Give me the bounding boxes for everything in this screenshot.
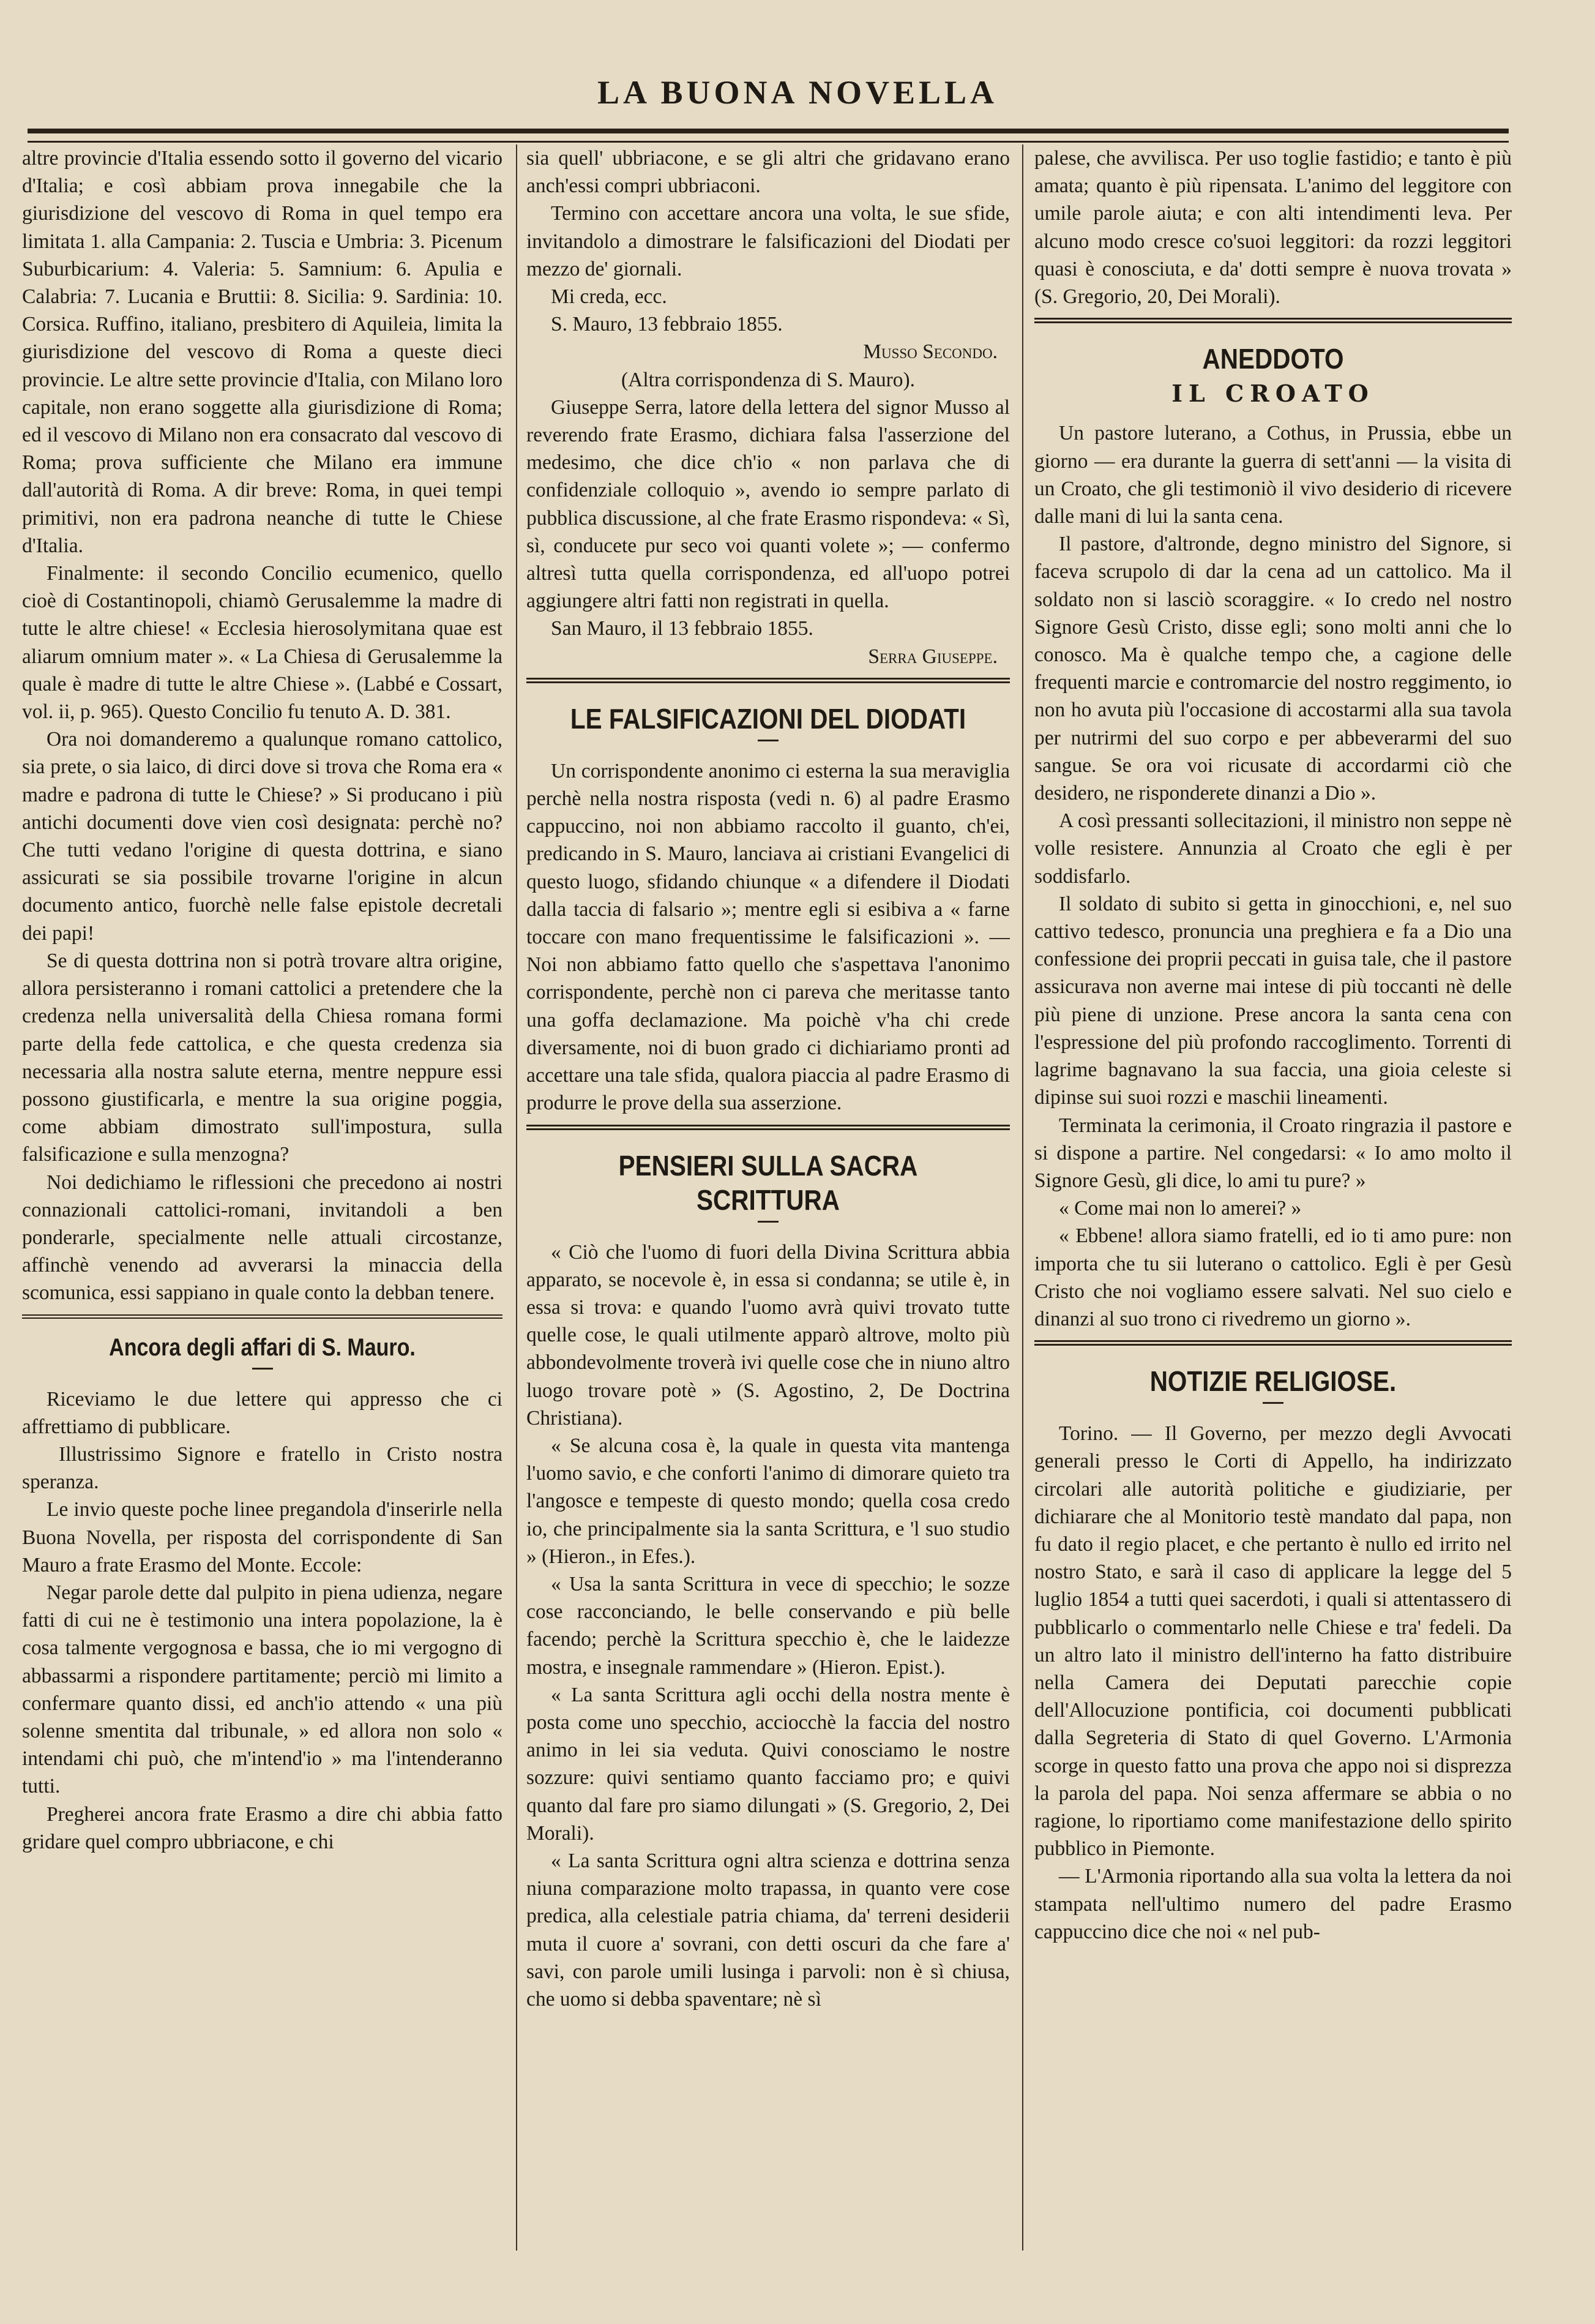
paragraph: Torino. — Il Governo, per mezzo degli Avvocati generali presso le Corti di Appello, ha indirizzato circolari alle autorità politiche e giudiziarie, per dichiarare che al Monitorio testè mandato dal papa, non fu dato il regio placet, e che pertanto è nullo ed irrito nel nostro Stato, e sarà il caso di applicare la legge del 5 luglio 1854 a tutti quei sacerdoti, i quali si attentassero di pubblicarlo o commentarlo nelle Chiese e tra' fedeli. Da un altro lato il ministro dell'interno ha fatto distribuire nella Camera dei Deputati parecchie copie dell'Allocuzione pontificia, coi documenti pubblicati dalla Segreteria di Stato di quel Governo. L'Armonia scorge in questo fatto una prova che appo noi si disprezza la parola del papa. Noi senza affermare se abbia o no ragione, lo riportiamo come manifestazione dello spirito pubblico in Piemonte. [1034,1422,1512,1861]
section-rule [1034,1340,1512,1346]
section-heading: LE FALSIFICAZIONI DEL DIODATI [570,702,966,735]
heading-dash [758,740,779,741]
paragraph: Finalmente: il secondo Concilio ecumenico, quello cioè di Costantinopoli, chiamò Gerusalemme la madre di tutte le altre chiese! « Ecclesia hierosolymitana quae est aliarum omnium mater ». « La Chiesa di Gerusalemme la quale è madre di tutte le altre Chiese ». (Labbé e Cossart, vol. ii, p. 965). Questo Concilio fu tenuto A. D. 381. [22,562,502,724]
paragraph: Negar parole dette dal pulpito in piena udienza, negare fatti di cui ne è testimonio una intera popolazione, la è cosa talmente vergognosa e bassa, che io mi vergogno di abbassarmi a rispondere partitamente; perciò mi limito a confermare quanto dissi, ed anch'io attendo « una più solenne smentita dal tribunale, » ed allora non solo « intendami chi può, che m'intend'io » ma l'intenderanno tutti. [22,1581,502,1798]
signature: Musso Secondo. [863,340,998,364]
paragraph: Riceviamo le due lettere qui appresso che ci affrettiamo di pubblicare. [22,1387,502,1438]
paragraph: altre provincie d'Italia essendo sotto il governo del vicario d'Italia; e così abbiam prova innegabile che la giurisdizione del vescovo di Roma in quel tempo era limitata 1. alla Campania: 2. Tuscia e Umbria: 3. Picenum Suburbicarium: 4. Valeria: 5. Samnium: 6. Apulia e Calabria: 7. Lucania e Bruttii: 8. Sicilia: 9. Sardinia: 10. Corsica. Ruffino, italiano, presbitero di Aquileia, limita la giurisdizione del vescovo di Roma a queste dieci provincie. Le altre sette provincie d'Italia, con Milano loro capitale, non erano soggette alla giurisdizione di Roma; ed il vescovo di Milano non era consacrato dal vescovo di Roma; prova sufficiente che Milano era immune dall'autorità di Roma. A dir breve: Roma, in quei tempi primitivi, non era padrona neanche di tutte le Chiese d'Italia. [22,147,502,557]
paragraph: Le invio queste poche linee pregandola d'inserirle nella Buona Novella, per risposta del corrispondente di San Mauro a frate Erasmo del Monte. Eccole: [22,1498,502,1576]
section-rule [22,1314,502,1319]
paragraph: palese, che avvilisca. Per uso toglie fastidio; e tanto è più amata; quanto è più ripensata. L'animo del leggitore con umile parole aiuta; e con alti intendimenti leva. Per alcuno modo cresce co'suoi leggitori: da rozzi leggitori quasi è conosciuta, e da' dotti sempre è nuova trovata » (S. Gregorio, 20, Dei Morali). [1034,147,1512,309]
paragraph: Noi dedichiamo le riflessioni che precedono ai nostri connazionali cattolici-romani, invitandoli a ben ponderarle, specialmente nelle attuali circostanze, affinchè venendo ad avverarsi la minaccia della scomunica, essi sappiano in quale conto la debban tenere. [22,1171,502,1305]
paragraph: A così pressanti sollecitazioni, il ministro non seppe nè volle resistere. Annunzia al Croato che egli è per soddisfarlo. [1034,809,1512,888]
section-heading: ANEDDOTO [1202,343,1344,375]
section-heading: NOTIZIE RELIGIOSE. [1149,1365,1397,1398]
paragraph: Se di questa dottrina non si potrà trovare altra origine, allora persisteranno i romani cattolici a pretendere che la credenza nella universalità della Chiesa romana formi parte della fede cattolica, e che questa credenza sia necessaria alla nostra salute eterna, mentre neppure essi possono giustificarla, e mentre la sua origine poggia, come abbiam dimostrato sull'impostura, sulla falsificazione e sulla menzogna? [22,949,502,1166]
paragraph: Mi creda, ecc. [551,285,667,309]
signature: Serra Giuseppe. [868,645,998,668]
column-1 [22,144,502,2300]
section-rule [526,678,1010,683]
section-rule [1034,318,1512,323]
paragraph: Un pastore luterano, a Cothus, in Prussia, ebbe un giorno — era durante la guerra di sett'anni — la visita di un Croato, che gli testimoniò il vivo desiderio di ricevere dalle mani di lui la santa cena. [1034,422,1512,528]
paragraph: « La santa Scrittura ogni altra scienza e dottrina senza niuna comparazione molto trapassa, in quanto vere cose predica, alla celestiale patria chiama, da' terreni desiderii muta il cuore a' sovrani, con detti oscuri da che fare a' savi, con parole umili lusinga i parvoli: non è sì chiusa, che uomo si debba spaventare; nè sì [526,1849,1010,2011]
paragraph: Giuseppe Serra, latore della lettera del signor Musso al reverendo frate Erasmo, dichiara falsa l'asserzione del medesimo, che dice ch'io « non parlava che di confidenziale colloquio », avendo io sempre parlato di pubblica discussione, al che frate Erasmo rispondeva: « Sì, sì, conducete pur seco voi quanti volete »; — confermo altresì tutta quella corrispondenza, ed all'uopo potrei aggiungere altri fatti non registrati in quella. [526,395,1010,613]
masthead: LA BUONA NOVELLA [597,74,998,111]
column-2 [526,144,1010,2300]
heading-dash [758,1221,779,1223]
heading-dash [1263,1402,1283,1404]
paragraph: « Se alcuna cosa è, la quale in questa vita mantenga l'uomo savio, e che conforti l'animo di dimorare quieto tra l'angosce e tempeste di questo mondo; quella cosa credo io, che principalmente sia la santa Scrittura, e 'l suo studio » (Hieron., in Efes.). [526,1434,1010,1568]
paragraph: Ora noi domanderemo a qualunque romano cattolico, sia prete, o sia laico, di dirci dove si trova che Roma era « madre e padrona di tutte le Chiese? » Si producano i più antichi documenti dove vien così designata: perchè no? Che tutti vedano l'origine di questa dottrina, e siano assicurati se sia possibile trovarne l'origine in alcun documento antico, fuorchè nelle false epistole decretali dei papi! [22,728,502,945]
section-rule [526,1125,1010,1130]
paragraph: Un corrispondente anonimo ci esterna la sua meraviglia perchè nella nostra risposta (vedi n. 6) al padre Erasmo cappuccino, noi non abbiamo raccolto il guanto, ch'ei, predicando in S. Mauro, lanciava ai cristiani Evangelici di questo luogo, sfidando chiunque « a difendere il Diodati dalla taccia di falsario »; mentre egli si esibiva a « farne toccare con mano frequentissime le falsificazioni ». — Noi non abbiamo fatto quello che s'aspettava l'anonimo corrispondente, perchè non ci pareva che meritasse tanto una goffa declamazione. Ma poichè v'ha chi crede diversamente, noi di buon grado ci dichiariamo pronti ad accettare una tale sfida, qualora piaccia al padre Erasmo di produrre le prove della sua asserzione. [526,759,1010,1115]
paragraph: Pregherei ancora frate Erasmo a dire chi abbia fatto gridare quel compro ubbriacone, e chi [22,1802,502,1853]
paragraph: Termino con accettare ancora una volta, le sue sfide, invitandolo a dimostrare le falsificazioni del Diodati per mezzo de' giornali. [526,202,1010,280]
section-subheading: IL CROATO [1171,380,1375,408]
paragraph: Terminata la cerimonia, il Croato ringrazia il pastore e si dispone a partire. Nel congedarsi: « Io amo molto il Signore Gesù, gli dice, lo ami tu pure? » [1034,1114,1512,1192]
heading-dash [252,1368,273,1370]
paragraph: S. Mauro, 13 febbraio 1855. [551,313,783,336]
section-heading: Ancora degli affari di S. Mauro. [109,1333,416,1361]
paragraph: Il pastore, d'altronde, degno ministro del Signore, si faceva scrupolo di dar la cena ad un cattolico. Ma il soldato non si lasciò scoraggire. « Io credo nel nostro Signore Gesù Cristo, disse egli; sono molti anni che lo conosco. Ma è qualche tempo che, a cagione delle frequenti marcie e contromarcie del nostro reggimento, io non ho avuta più l'occasione di accostarmi alla sua tavola per nutrirmi del suo corpo e per abbeverarmi del suo sangue. Se ora voi ricusate di accordarmi ciò che desidero, ne risponderete dinanzi a Dio ». [1034,533,1512,805]
paragraph: sia quell' ubbriacone, e se gli altri che gridavano erano anch'essi compri ubbriaconi. [526,147,1010,198]
column-divider [516,144,517,2251]
letter-label: (Altra corrispondenza di S. Mauro). [621,368,916,391]
paragraph: « Ciò che l'uomo di fuori della Divina Scrittura abbia apparato, se nocevole è, in essa si condanna; se utile è, in essa si trova: e quando l'uomo avrà quivi trovato tutte quelle cose, le quali utilmente apparò altrove, molto più abbondevolmente troverà ivi quelle cose che in niuno altro luogo trovare potè » (S. Agostino, 2, De Doctrina Christiana). [526,1240,1010,1430]
paragraph: — L'Armonia riportando alla sua volta la lettera da noi stampata nell'ultimo numero del padre Erasmo cappuccino dice che noi « nel pub- [1034,1865,1512,1943]
paragraph: « Ebbene! allora siamo fratelli, ed io ti amo pure: non importa che tu sii luterano o cattolico. Egli è per Gesù Cristo che noi vogliamo essere salvati. Nel suo cielo e dinanzi al suo trono ci rivedremo un giorno ». [1034,1224,1512,1330]
paragraph: « Come mai non lo amerei? » [1059,1197,1302,1220]
paragraph: San Mauro, il 13 febbraio 1855. [551,617,813,640]
paragraph: « La santa Scrittura agli occhi della nostra mente è posta come uno specchio, acciocchè la faccia del nostro animo in lei sia veduta. Quivi conosciamo le nostre sozzure: quivi sentiamo quanto facciamo pro; e quivi quanto dal fare pro siamo dilungati » (S. Gregorio, 2, Dei Morali). [526,1683,1010,1845]
section-heading: PENSIERI SULLA SACRA SCRITTURA [618,1149,918,1216]
salutation: Illustrissimo Signore e fratello in Cristo nostra speranza. [22,1442,502,1494]
column-3 [1034,144,1512,2300]
column-divider [1022,144,1023,2251]
masthead-rule [28,129,1509,143]
paragraph: Il soldato di subito si getta in ginocchioni, e, nel suo cattivo tedesco, pronuncia una preghiera e fa a Dio una confessione dei proprii peccati in guisa tale, che il pastore assicurava non averne mai intese di più toccanti nè delle più piene di unzione. Prese ancora la santa cena con l'espressione del più profondo raccoglimento. Torrenti di lagrime bagnavano la sua faccia, una gioia celeste si dipinse sui suoi rozzi e maschii lineamenti. [1034,892,1512,1109]
paragraph: « Usa la santa Scrittura in vece di specchio; le sozze cose racconciando, le belle conservando e più belle facendo; perchè la Scrittura specchio è, che le laidezze mostra, e insegnale rammendare » (Hieron. Epist.). [526,1572,1010,1679]
